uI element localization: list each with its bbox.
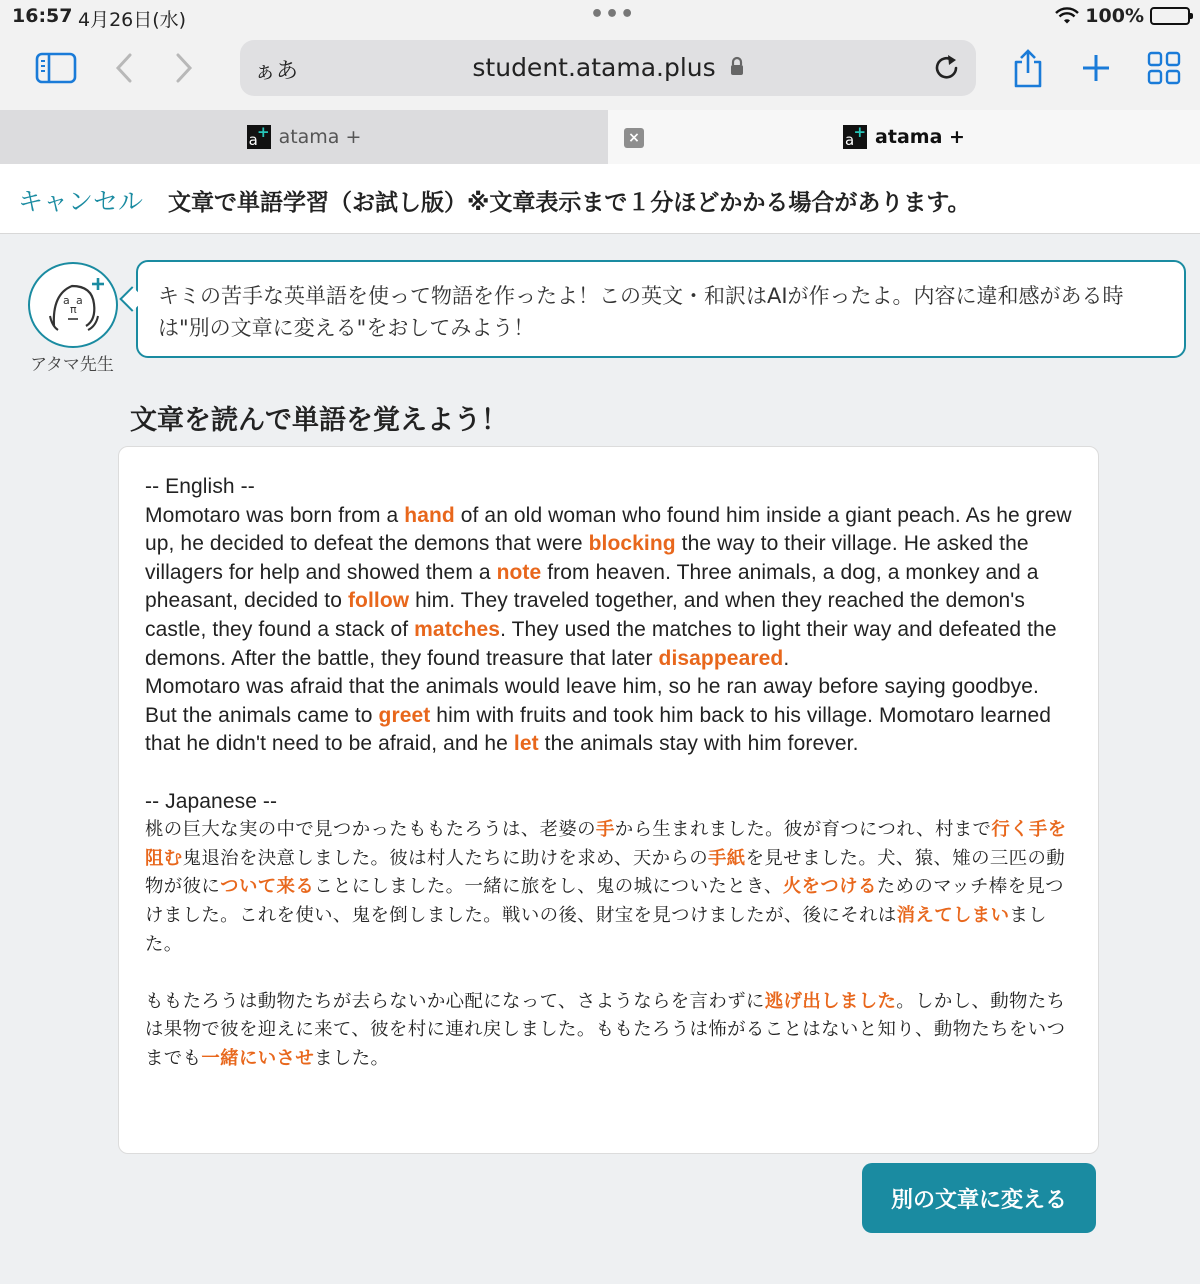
tab-atama-2[interactable] [608,110,1200,164]
text-segment: Momotaro was afraid that the animals would leave him, so he ran away before saying goodbye. But the animals came to [145,675,1039,727]
browser-toolbar [0,34,1200,110]
battery-percent: 100% [1085,5,1144,27]
atama-favicon-icon: a + [845,123,867,149]
status-time: 16:57 [12,5,73,27]
status-bar [0,0,1200,34]
japanese-paragraph [145,816,1072,959]
story-card [118,446,1099,1154]
tab-label: atama + [278,126,362,148]
english-heading: -- English -- [145,475,255,498]
text-segment: 桃の巨大な実の中で見つかったももたろうは、老婆の [145,819,596,841]
text-segment: of an old woman who found him inside a giant peach. As he grew up, he decided to defeat the demons that were [145,503,1072,556]
lock-icon [730,56,744,76]
tab-label: atama + [875,126,965,148]
text-segment: ことにしました。一緒に旅をし、鬼の城についたとき、 [314,876,783,898]
cancel-button[interactable]: キャンセル [18,187,144,216]
text-segment: ました。 [314,1047,390,1069]
highlighted-word: ついて来る [220,876,315,898]
highlighted-word: 一緒にいさせ [201,1047,315,1069]
reload-icon[interactable] [932,51,962,87]
highlighted-word: 消えてしまい [896,904,1010,926]
tab-atama-1[interactable] [0,110,608,164]
highlighted-word: let [513,732,539,756]
svg-text:a: a [76,294,83,307]
svg-text:a: a [63,294,70,307]
highlighted-word: greet [378,703,431,727]
tab-bar [0,110,1200,164]
atama-favicon-icon: a + [248,123,270,149]
highlighted-word: hand [404,503,455,527]
text-segment: him with fruits and took him back to his village. Momotaro learned that he didn't need to be afraid, and he [145,703,1052,756]
text-segment: を見せました。犬、猿、雉の三匹の動物が彼に [145,847,1066,898]
share-icon[interactable] [1004,46,1052,90]
text-segment: Momotaro was born from a [145,503,405,527]
text-segment: from heaven. Three animals, a dog, a monkey and a pheasant, decided to [145,560,1039,613]
back-icon[interactable] [100,46,148,90]
highlighted-word: 火をつける [782,876,877,898]
address-bar[interactable] [240,40,976,96]
wifi-icon [1055,7,1079,25]
change-text-button[interactable]: 別の文章に変える [862,1163,1096,1233]
highlighted-word: 逃げ出しました [764,990,897,1012]
highlighted-word: note [496,560,542,584]
text-segment: the animals stay with him forever. [538,732,859,756]
highlighted-word: 手 [595,819,615,841]
tutor-name: アタマ先生 [30,355,114,375]
tutor-avatar [28,262,118,348]
english-paragraph [145,502,1072,674]
text-segment: . They used the matches to light their way and defeated the demons. After the battle, they found treasure that later [145,617,1057,670]
text-segment: から生まれました。彼が育つにつれ、村まで [614,819,992,841]
text-segment: ももたろうは動物たちが去らないか心配になって、さようならを言わずに [145,990,765,1012]
highlighted-word: blocking [588,532,676,556]
tutor-message-bubble: キミの苦手な英単語を使って物語を作ったよ！この英文・和訳はAIが作ったよ。内容に違和感がある時は"別の文章に変える"をおしてみよう！ [136,260,1186,358]
japanese-heading: -- Japanese -- [145,789,278,813]
reader-settings-button[interactable]: ぁあ [254,59,299,84]
highlighted-word: matches [414,617,501,641]
tab-overview-icon[interactable] [1140,46,1188,90]
text-segment: the way to their village. He asked the villagers for help and showed them a [145,532,1029,584]
close-tab-icon[interactable]: × [624,128,644,148]
page-title: 文章で単語学習（お試し版）※文章表示まで１分ほどかかる場合があります。 [168,190,971,216]
forward-icon[interactable] [160,46,208,90]
new-tab-icon[interactable] [1072,46,1120,90]
highlighted-word: disappeared [658,646,784,670]
text-segment: ためのマッチ棒を見つけました。これを使い、鬼を倒しました。戦いの後、財宝を見つけましたが、後にそれは [145,876,1064,926]
highlighted-word: 行く手を阻む [145,819,1067,869]
battery-icon [1150,7,1190,25]
text-segment: . [783,646,790,670]
tutor-face-icon [30,264,116,346]
multitask-dots-icon[interactable]: ••• [590,2,636,27]
sidebar-toggle-icon[interactable] [32,46,80,90]
highlighted-word: follow [347,589,410,613]
section-title: 文章を読んで単語を覚えよう！ [130,405,508,436]
text-segment: 。しかし、動物たちは果物で彼を迎えに来て、彼を村に連れ戻しました。ももたろうは怖がることはないと知り、動物たちをいつまでも [145,990,1066,1069]
status-date: 4月26日(水) [78,9,187,31]
text-segment: ました。 [145,904,1047,955]
url-text: student.atama.plus [240,53,976,82]
highlighted-word: 手紙 [708,847,746,869]
text-segment: 鬼退治を決意しました。彼は村人たちに助けを求め、天からの [182,847,708,869]
japanese-paragraph [145,988,1072,1074]
svg-text:π: π [70,303,77,316]
english-paragraph [145,673,1072,759]
app-header [0,164,1200,234]
text-segment: him. They traveled together, and when they reached the demon's castle, they found a stack of [145,589,1026,641]
